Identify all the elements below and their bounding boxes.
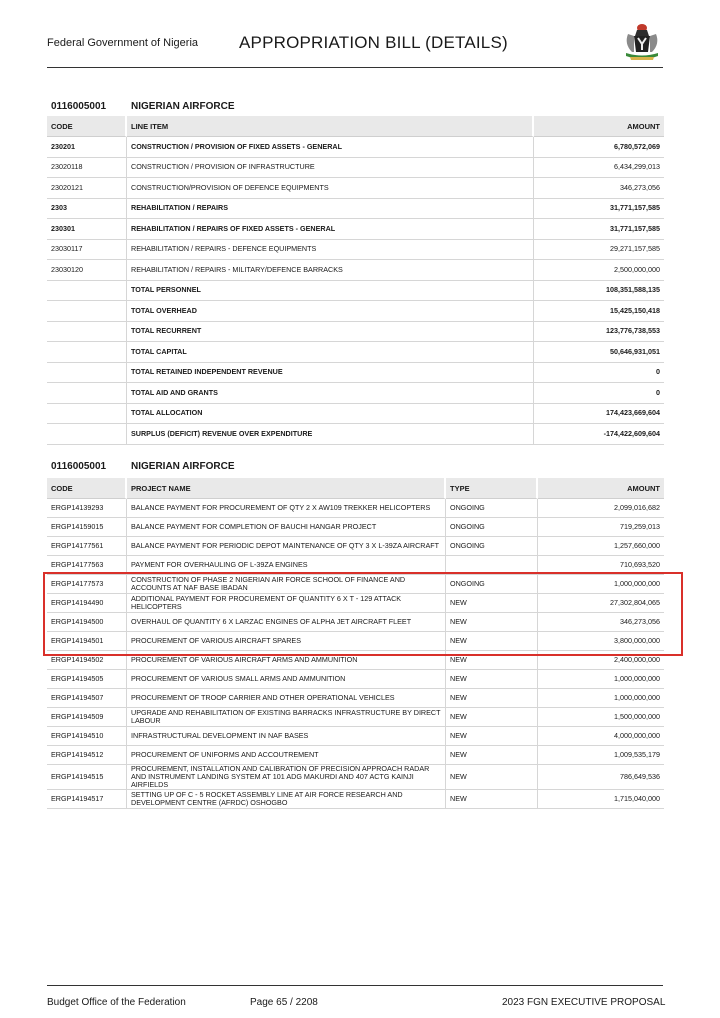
row-code: 2303	[47, 199, 127, 220]
row-amount: 346,273,056	[534, 178, 664, 199]
row-type: NEW	[446, 670, 538, 689]
row-type: ONGOING	[446, 499, 538, 518]
table-row	[47, 260, 664, 281]
footer-office: Budget Office of the Federation	[47, 997, 186, 1008]
coat-of-arms-icon	[620, 22, 664, 62]
row-line-item: TOTAL OVERHEAD	[127, 301, 534, 322]
row-line-item: TOTAL AID AND GRANTS	[127, 383, 534, 404]
table-row	[47, 708, 664, 727]
row-type: ONGOING	[446, 518, 538, 537]
row-type: NEW	[446, 746, 538, 765]
row-code: ERGP14194512	[47, 746, 127, 765]
table-row	[47, 765, 664, 790]
row-project-name: BALANCE PAYMENT FOR PROCUREMENT OF QTY 2 X AW109 TREKKER HELICOPTERS	[127, 499, 446, 518]
section-2-title: NIGERIAN AIRFORCE	[131, 461, 235, 472]
table-row	[47, 424, 664, 445]
row-line-item: TOTAL RECURRENT	[127, 322, 534, 343]
row-line-item: TOTAL RETAINED INDEPENDENT REVENUE	[127, 363, 534, 384]
row-amount: 27,302,804,065	[538, 594, 664, 613]
page-number: Page 65 / 2208	[250, 997, 318, 1008]
table-row	[47, 158, 664, 179]
row-amount: 15,425,150,418	[534, 301, 664, 322]
row-project-name: INFRASTRUCTURAL DEVELOPMENT IN NAF BASES	[127, 727, 446, 746]
row-type: NEW	[446, 651, 538, 670]
row-amount: 2,400,000,000	[538, 651, 664, 670]
row-type: NEW	[446, 689, 538, 708]
row-line-item: CONSTRUCTION/PROVISION OF DEFENCE EQUIPMENTS	[127, 178, 534, 199]
column-header-code: CODE	[47, 478, 127, 499]
row-amount: 1,000,000,000	[538, 670, 664, 689]
row-amount: 1,000,000,000	[538, 689, 664, 708]
row-amount: 710,693,520	[538, 556, 664, 575]
table-header-row	[47, 116, 664, 137]
row-type: NEW	[446, 708, 538, 727]
row-amount: 2,099,016,682	[538, 499, 664, 518]
table-row	[47, 178, 664, 199]
column-header-project-name: PROJECT NAME	[127, 478, 446, 499]
column-header-code: CODE	[47, 116, 127, 137]
table-row	[47, 281, 664, 302]
row-code	[47, 322, 127, 343]
row-type: NEW	[446, 790, 538, 809]
row-project-name: SETTING UP OF C - 5 ROCKET ASSEMBLY LINE AT AIR FORCE RESEARCH AND DEVELOPMENT CENTRE (AFRDC) OSHOGBO	[127, 790, 446, 809]
row-project-name: BALANCE PAYMENT FOR COMPLETION OF BAUCHI HANGAR PROJECT	[127, 518, 446, 537]
row-line-item: CONSTRUCTION / PROVISION OF INFRASTRUCTURE	[127, 158, 534, 179]
row-line-item: REHABILITATION / REPAIRS - MILITARY/DEFENCE BARRACKS	[127, 260, 534, 281]
row-line-item: SURPLUS (DEFICIT) REVENUE OVER EXPENDITURE	[127, 424, 534, 445]
row-amount: 50,646,931,051	[534, 342, 664, 363]
row-code: ERGP14194502	[47, 651, 127, 670]
row-project-name: ADDITIONAL PAYMENT FOR PROCUREMENT OF QUANTITY 6 X T - 129 ATTACK HELICOPTERS	[127, 594, 446, 613]
table-row	[47, 199, 664, 220]
row-code	[47, 383, 127, 404]
table-row	[47, 537, 664, 556]
footer-divider	[47, 985, 663, 986]
table-row	[47, 727, 664, 746]
row-amount: -174,422,609,604	[534, 424, 664, 445]
row-code: ERGP14194501	[47, 632, 127, 651]
row-line-item: TOTAL ALLOCATION	[127, 404, 534, 425]
table-row	[47, 363, 664, 384]
row-amount: 108,351,588,135	[534, 281, 664, 302]
table-row	[47, 746, 664, 765]
table-row	[47, 790, 664, 809]
row-code	[47, 404, 127, 425]
table-row	[47, 404, 664, 425]
section-2-code: 0116005001	[51, 461, 107, 472]
row-code: ERGP14194515	[47, 765, 127, 790]
row-project-name: PROCUREMENT OF VARIOUS SMALL ARMS AND AMMUNITION	[127, 670, 446, 689]
table-row	[47, 240, 664, 261]
row-type: NEW	[446, 594, 538, 613]
row-amount: 719,259,013	[538, 518, 664, 537]
row-line-item: REHABILITATION / REPAIRS - DEFENCE EQUIPMENTS	[127, 240, 534, 261]
row-code: ERGP14194505	[47, 670, 127, 689]
government-label: Federal Government of Nigeria	[47, 37, 199, 49]
table-row	[47, 518, 664, 537]
row-line-item: REHABILITATION / REPAIRS OF FIXED ASSETS - GENERAL	[127, 219, 534, 240]
row-amount: 4,000,000,000	[538, 727, 664, 746]
row-amount: 6,780,572,069	[534, 137, 664, 158]
row-project-name: PROCUREMENT OF VARIOUS AIRCRAFT ARMS AND AMMUNITION	[127, 651, 446, 670]
row-code: ERGP14177573	[47, 575, 127, 594]
row-amount: 6,434,299,013	[534, 158, 664, 179]
row-amount: 0	[534, 363, 664, 384]
row-code: ERGP14194490	[47, 594, 127, 613]
row-type: ONGOING	[446, 575, 538, 594]
row-code: 230301	[47, 219, 127, 240]
highlight-box	[43, 572, 683, 656]
row-project-name: PROCUREMENT OF TROOP CARRIER AND OTHER OPERATIONAL VEHICLES	[127, 689, 446, 708]
row-type: NEW	[446, 765, 538, 790]
row-code: ERGP14194517	[47, 790, 127, 809]
row-amount: 31,771,157,585	[534, 199, 664, 220]
row-code	[47, 281, 127, 302]
row-amount: 2,500,000,000	[534, 260, 664, 281]
row-code: ERGP14194507	[47, 689, 127, 708]
row-amount: 1,009,535,179	[538, 746, 664, 765]
row-project-name: PROCUREMENT, INSTALLATION AND CALIBRATION OF PRECISION APPROACH RADAR AND INSTRUMENT LANDING SYSTEM AT 101 ADG MAKURDI AND 407 ACTG KAINJI AIRFIELDS	[127, 765, 446, 790]
section-1-code: 0116005001	[51, 101, 107, 112]
row-code: 23020121	[47, 178, 127, 199]
row-code: 23020118	[47, 158, 127, 179]
row-amount: 1,500,000,000	[538, 708, 664, 727]
row-amount: 786,649,536	[538, 765, 664, 790]
row-amount: 29,271,157,585	[534, 240, 664, 261]
table-row	[47, 301, 664, 322]
row-line-item: TOTAL PERSONNEL	[127, 281, 534, 302]
column-header-amount: AMOUNT	[534, 116, 664, 137]
line-item-table	[47, 116, 664, 445]
row-code: ERGP14194500	[47, 613, 127, 632]
row-project-name: PROCUREMENT OF UNIFORMS AND ACCOUTREMENT	[127, 746, 446, 765]
column-header-line-item: LINE ITEM	[127, 116, 534, 137]
page-title: APPROPRIATION BILL (DETAILS)	[239, 33, 508, 52]
row-type: ONGOING	[446, 537, 538, 556]
table-row	[47, 383, 664, 404]
row-code: ERGP14139293	[47, 499, 127, 518]
row-code: 23030120	[47, 260, 127, 281]
row-code	[47, 342, 127, 363]
row-code	[47, 363, 127, 384]
row-line-item: REHABILITATION / REPAIRS	[127, 199, 534, 220]
table-header-row	[47, 478, 664, 499]
row-amount: 174,423,669,604	[534, 404, 664, 425]
row-amount: 31,771,157,585	[534, 219, 664, 240]
table-row	[47, 219, 664, 240]
footer-proposal: 2023 FGN EXECUTIVE PROPOSAL	[502, 997, 666, 1008]
row-amount: 123,776,738,553	[534, 322, 664, 343]
column-header-amount: AMOUNT	[538, 478, 664, 499]
row-line-item: CONSTRUCTION / PROVISION OF FIXED ASSETS - GENERAL	[127, 137, 534, 158]
row-code: 230201	[47, 137, 127, 158]
row-amount: 1,715,040,000	[538, 790, 664, 809]
row-project-name: CONSTRUCTION OF PHASE 2 NIGERIAN AIR FORCE SCHOOL OF FINANCE AND ACCOUNTS AT NAF BASE IBADAN	[127, 575, 446, 594]
row-code	[47, 424, 127, 445]
table-row	[47, 322, 664, 343]
table-row	[47, 670, 664, 689]
row-type: NEW	[446, 632, 538, 651]
table-row	[47, 499, 664, 518]
row-project-name: UPGRADE AND REHABILITATION OF EXISTING BARRACKS INFRASTRUCTURE BY DIRECT LABOUR	[127, 708, 446, 727]
table-row	[47, 342, 664, 363]
row-amount: 0	[534, 383, 664, 404]
row-amount: 1,000,000,000	[538, 575, 664, 594]
row-project-name: PAYMENT FOR OVERHAULING OF L-39ZA ENGINES	[127, 556, 446, 575]
section-1-title: NIGERIAN AIRFORCE	[131, 101, 235, 112]
row-project-name: OVERHAUL OF QUANTITY 6 X LARZAC ENGINES OF ALPHA JET AIRCRAFT FLEET	[127, 613, 446, 632]
row-code	[47, 301, 127, 322]
row-amount: 1,257,660,000	[538, 537, 664, 556]
row-type: NEW	[446, 727, 538, 746]
row-amount: 346,273,056	[538, 613, 664, 632]
row-project-name: BALANCE PAYMENT FOR PERIODIC DEPOT MAINTENANCE OF QTY 3 X L-39ZA AIRCRAFT	[127, 537, 446, 556]
row-code: ERGP14194510	[47, 727, 127, 746]
table-row	[47, 137, 664, 158]
row-code: ERGP14194509	[47, 708, 127, 727]
row-code: ERGP14159015	[47, 518, 127, 537]
row-code: ERGP14177563	[47, 556, 127, 575]
table-row	[47, 689, 664, 708]
row-code: ERGP14177561	[47, 537, 127, 556]
column-header-type: TYPE	[446, 478, 538, 499]
header-divider	[47, 67, 663, 68]
row-project-name: PROCUREMENT OF VARIOUS AIRCRAFT SPARES	[127, 632, 446, 651]
row-line-item: TOTAL CAPITAL	[127, 342, 534, 363]
row-code: 23030117	[47, 240, 127, 261]
row-type: NEW	[446, 613, 538, 632]
row-amount: 3,800,000,000	[538, 632, 664, 651]
